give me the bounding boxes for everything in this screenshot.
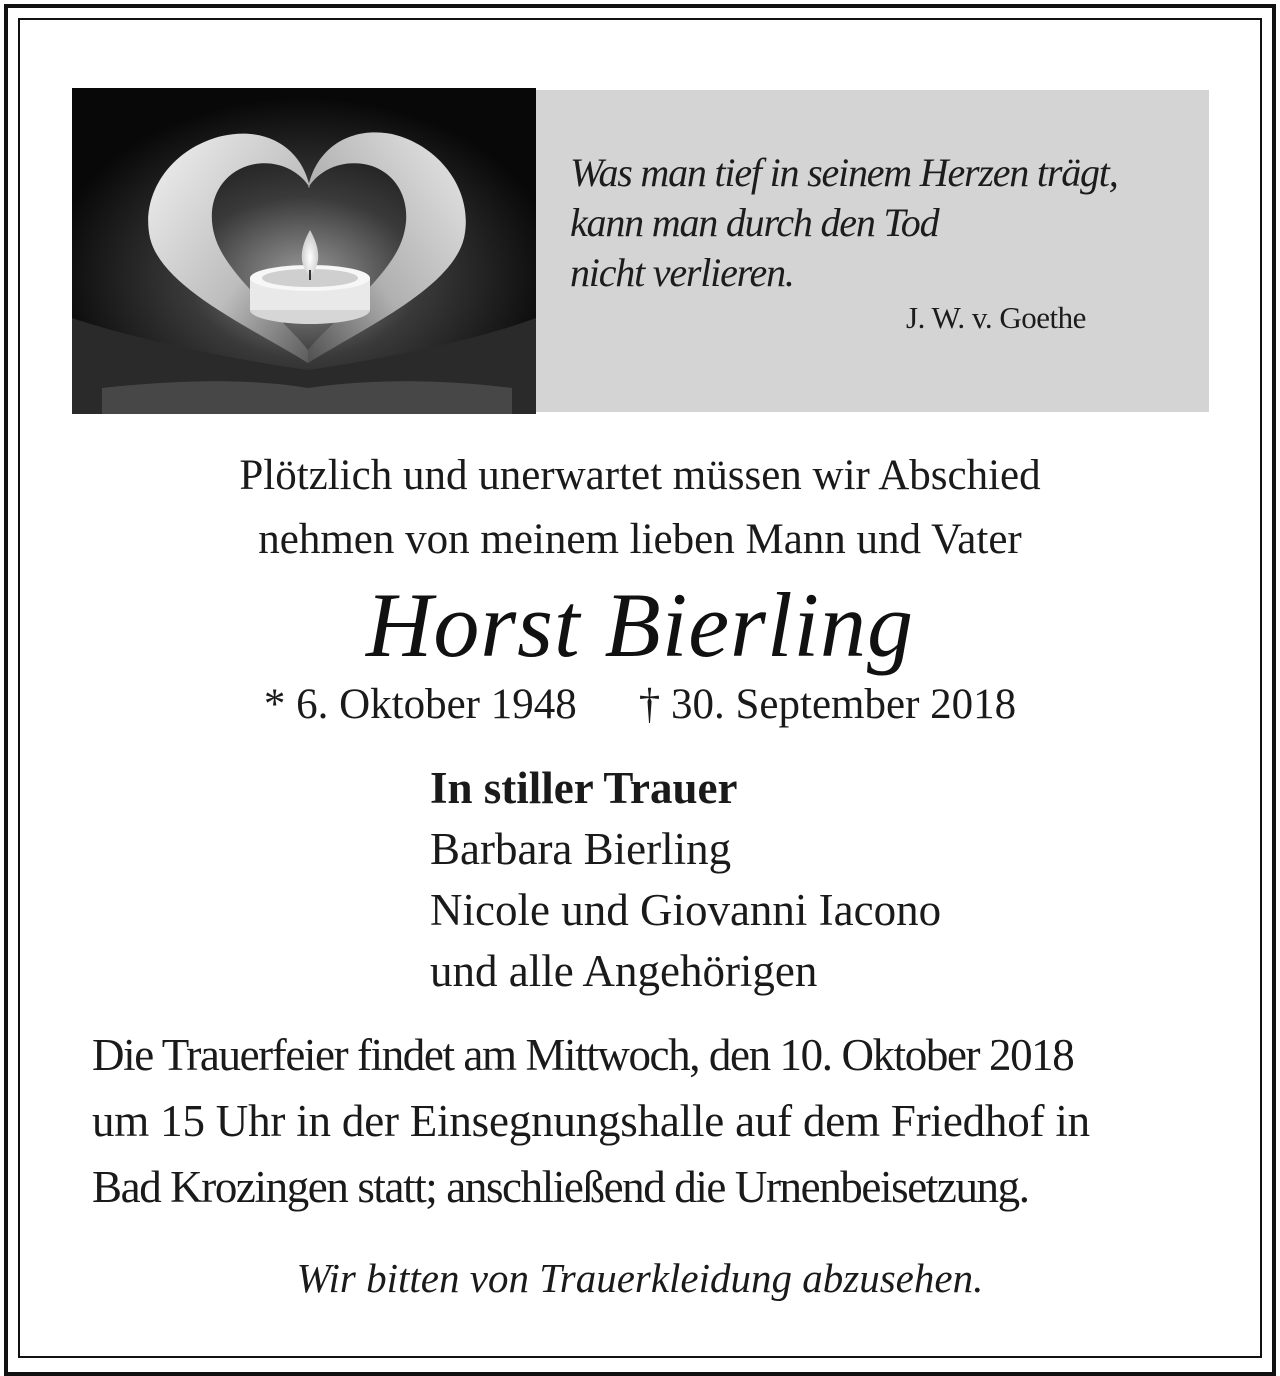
quote-line: Was man tief in seinem Herzen trägt,	[570, 150, 1118, 195]
mourners-block	[430, 758, 941, 1002]
quote-line: kann man durch den Tod	[570, 200, 939, 245]
quote-box	[536, 90, 1209, 412]
intro-line: Plötzlich und unerwartet müssen wir Abschied	[239, 452, 1041, 499]
announcement-intro	[0, 444, 1280, 572]
quote-line: nicht verlieren.	[570, 250, 794, 295]
life-dates	[0, 676, 1280, 734]
mourners-heading: In stiller Trauer	[430, 763, 738, 813]
mourner-name: und alle Angehörigen	[430, 946, 818, 996]
ceremony-line: um 15 Uhr in der Einsegnungshalle auf dem Friedhof in	[92, 1096, 1090, 1146]
quote-author: J. W. v. Goethe	[906, 300, 1086, 335]
ceremony-line: Die Trauerfeier findet am Mittwoch, den 10. Oktober 2018	[92, 1030, 1074, 1080]
ceremony-line: Bad Krozingen statt; anschließend die Urnenbeisetzung.	[92, 1162, 1029, 1212]
intro-line: nehmen von meinem lieben Mann und Vater	[258, 516, 1022, 563]
deceased-name: Horst Bierling	[365, 574, 915, 676]
mourner-name: Nicole und Giovanni Iacono	[430, 885, 942, 935]
death-date: † 30. September 2018	[638, 681, 1017, 728]
heart-hands-candle-photo	[72, 88, 536, 414]
mourner-name: Barbara Bierling	[430, 824, 732, 874]
ceremony-details	[92, 1022, 1212, 1220]
quote-text	[570, 148, 1200, 298]
birth-date: * 6. Oktober 1948	[263, 681, 577, 728]
attire-request: Wir bitten von Trauerkleidung abzusehen.	[296, 1255, 984, 1301]
